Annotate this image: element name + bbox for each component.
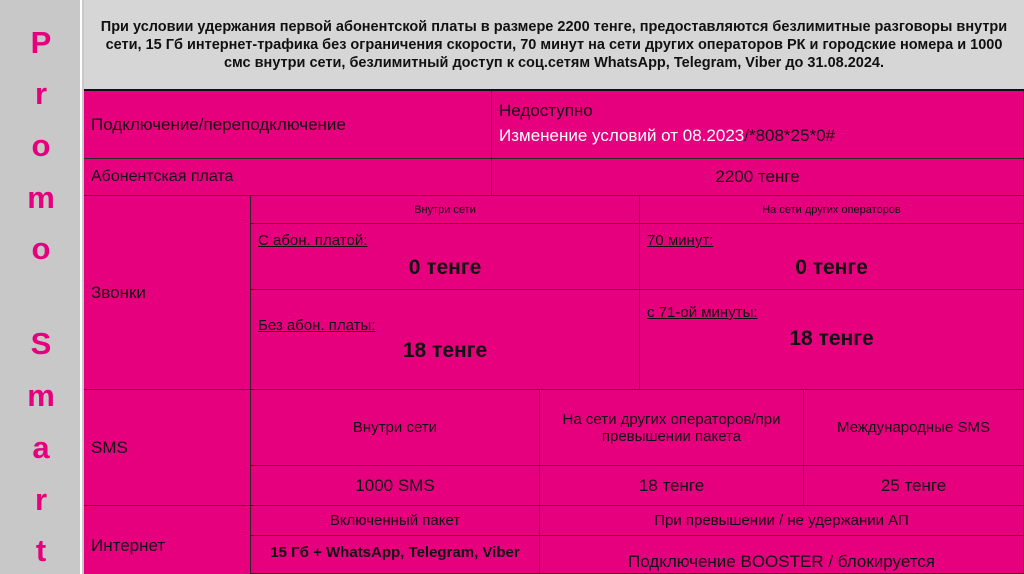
calls-without-fee-label: Без абон. платы: [258,317,376,334]
sms-intl-header: Международные SMS [837,419,990,436]
calls-other-header-cell [640,196,1024,224]
fee-value-cell [492,159,1024,196]
sms-label-cell [84,390,251,506]
calls-minutes-label: 70 минут: [647,232,714,249]
internet-label: Интернет [91,535,166,555]
calls-with-fee-cell [251,224,640,290]
internet-exceed-header: При превышении / не удержании АП [654,512,909,529]
sidebar-letter: m [27,378,55,413]
calls-inside-header-cell [251,196,640,224]
sms-intl-value: 25 тенге [880,475,947,495]
internet-included-value-cell [251,536,540,574]
sidebar-letter: S [30,326,52,361]
sms-intl-header-cell [804,390,1024,466]
calls-after-cell [640,290,1024,390]
calls-with-fee-value: 0 тенге [408,256,482,279]
internet-included-header-cell [251,506,540,536]
internet-exceed-header-cell [540,506,1024,536]
calls-other-header: На сети других операторов [762,203,901,216]
sms-other-value: 18 тенге [638,475,705,495]
calls-after-label: с 71-ой минуты: [647,304,758,321]
sms-inside-value: 1000 SMS [355,475,435,495]
sms-other-header: На сети других операторов/при превышении пакета [562,410,781,445]
connection-change-line [499,126,835,146]
sms-label: SMS [91,437,128,457]
internet-exceed-value-cell [540,536,1024,574]
fee-value: 2200 тенге [715,167,800,186]
sms-inside-value-cell [251,466,540,506]
calls-minutes-cell [640,224,1024,290]
internet-included-header: Включенный пакет [329,512,461,529]
sms-intl-value-cell [804,466,1024,506]
fee-label: Абонентская плата [91,168,234,185]
sms-inside-header: Внутри сети [352,419,438,436]
sidebar-letter: o [31,231,51,266]
calls-with-fee-label: С абон. платой: [258,232,368,249]
calls-without-fee-value: 18 тенге [402,339,488,362]
sidebar-letter: P [30,25,52,60]
fee-label-cell [84,159,492,196]
connection-label-cell [84,91,492,159]
sidebar-letter: r [34,76,48,111]
sms-inside-header-cell [251,390,540,466]
sidebar-letter: m [27,180,55,215]
sms-other-value-cell [540,466,804,506]
sidebar-letter: t [35,533,47,568]
calls-minutes-value: 0 тенге [795,256,868,279]
internet-label-cell [84,506,251,574]
calls-label: Звонки [91,282,146,302]
connection-change-prefix: Изменение условий от 08.2023 [499,126,745,145]
sidebar-title [0,0,82,574]
calls-after-value: 18 тенге [789,327,874,350]
connection-status: Недоступно [499,101,593,120]
sidebar-letter: a [32,430,50,465]
calls-without-fee-cell [251,290,640,390]
internet-exceed-value: Подключение BOOSTER / блокируется [627,552,936,571]
calls-label-cell [84,196,251,390]
tariff-description-header [84,0,1024,91]
calls-inside-header: Внутри сети [414,203,476,216]
connection-label: Подключение/переподключение [91,114,346,134]
sidebar-letter: o [31,128,51,163]
connection-value-cell [492,91,1024,159]
internet-included-value: 15 Гб + WhatsApp, Telegram, Viber [270,544,520,561]
sidebar-letter: r [34,482,48,517]
connection-change-code: /*808*25*0# [744,126,835,145]
sms-other-header-cell [540,390,804,466]
tariff-description-text: При условии удержания первой абонентской платы в размере 2200 тенге, предоставляются безлимитные разговоры внутри сети, 15 Гб интернет-трафика без ограничения скорости, 70 минут на сети других операторов РК и городские номера и 1000 смс внутри сети, безлимитный доступ к соц.сетям WhatsApp, Telegram, Viber до 31.08.2024. [100,18,1008,71]
